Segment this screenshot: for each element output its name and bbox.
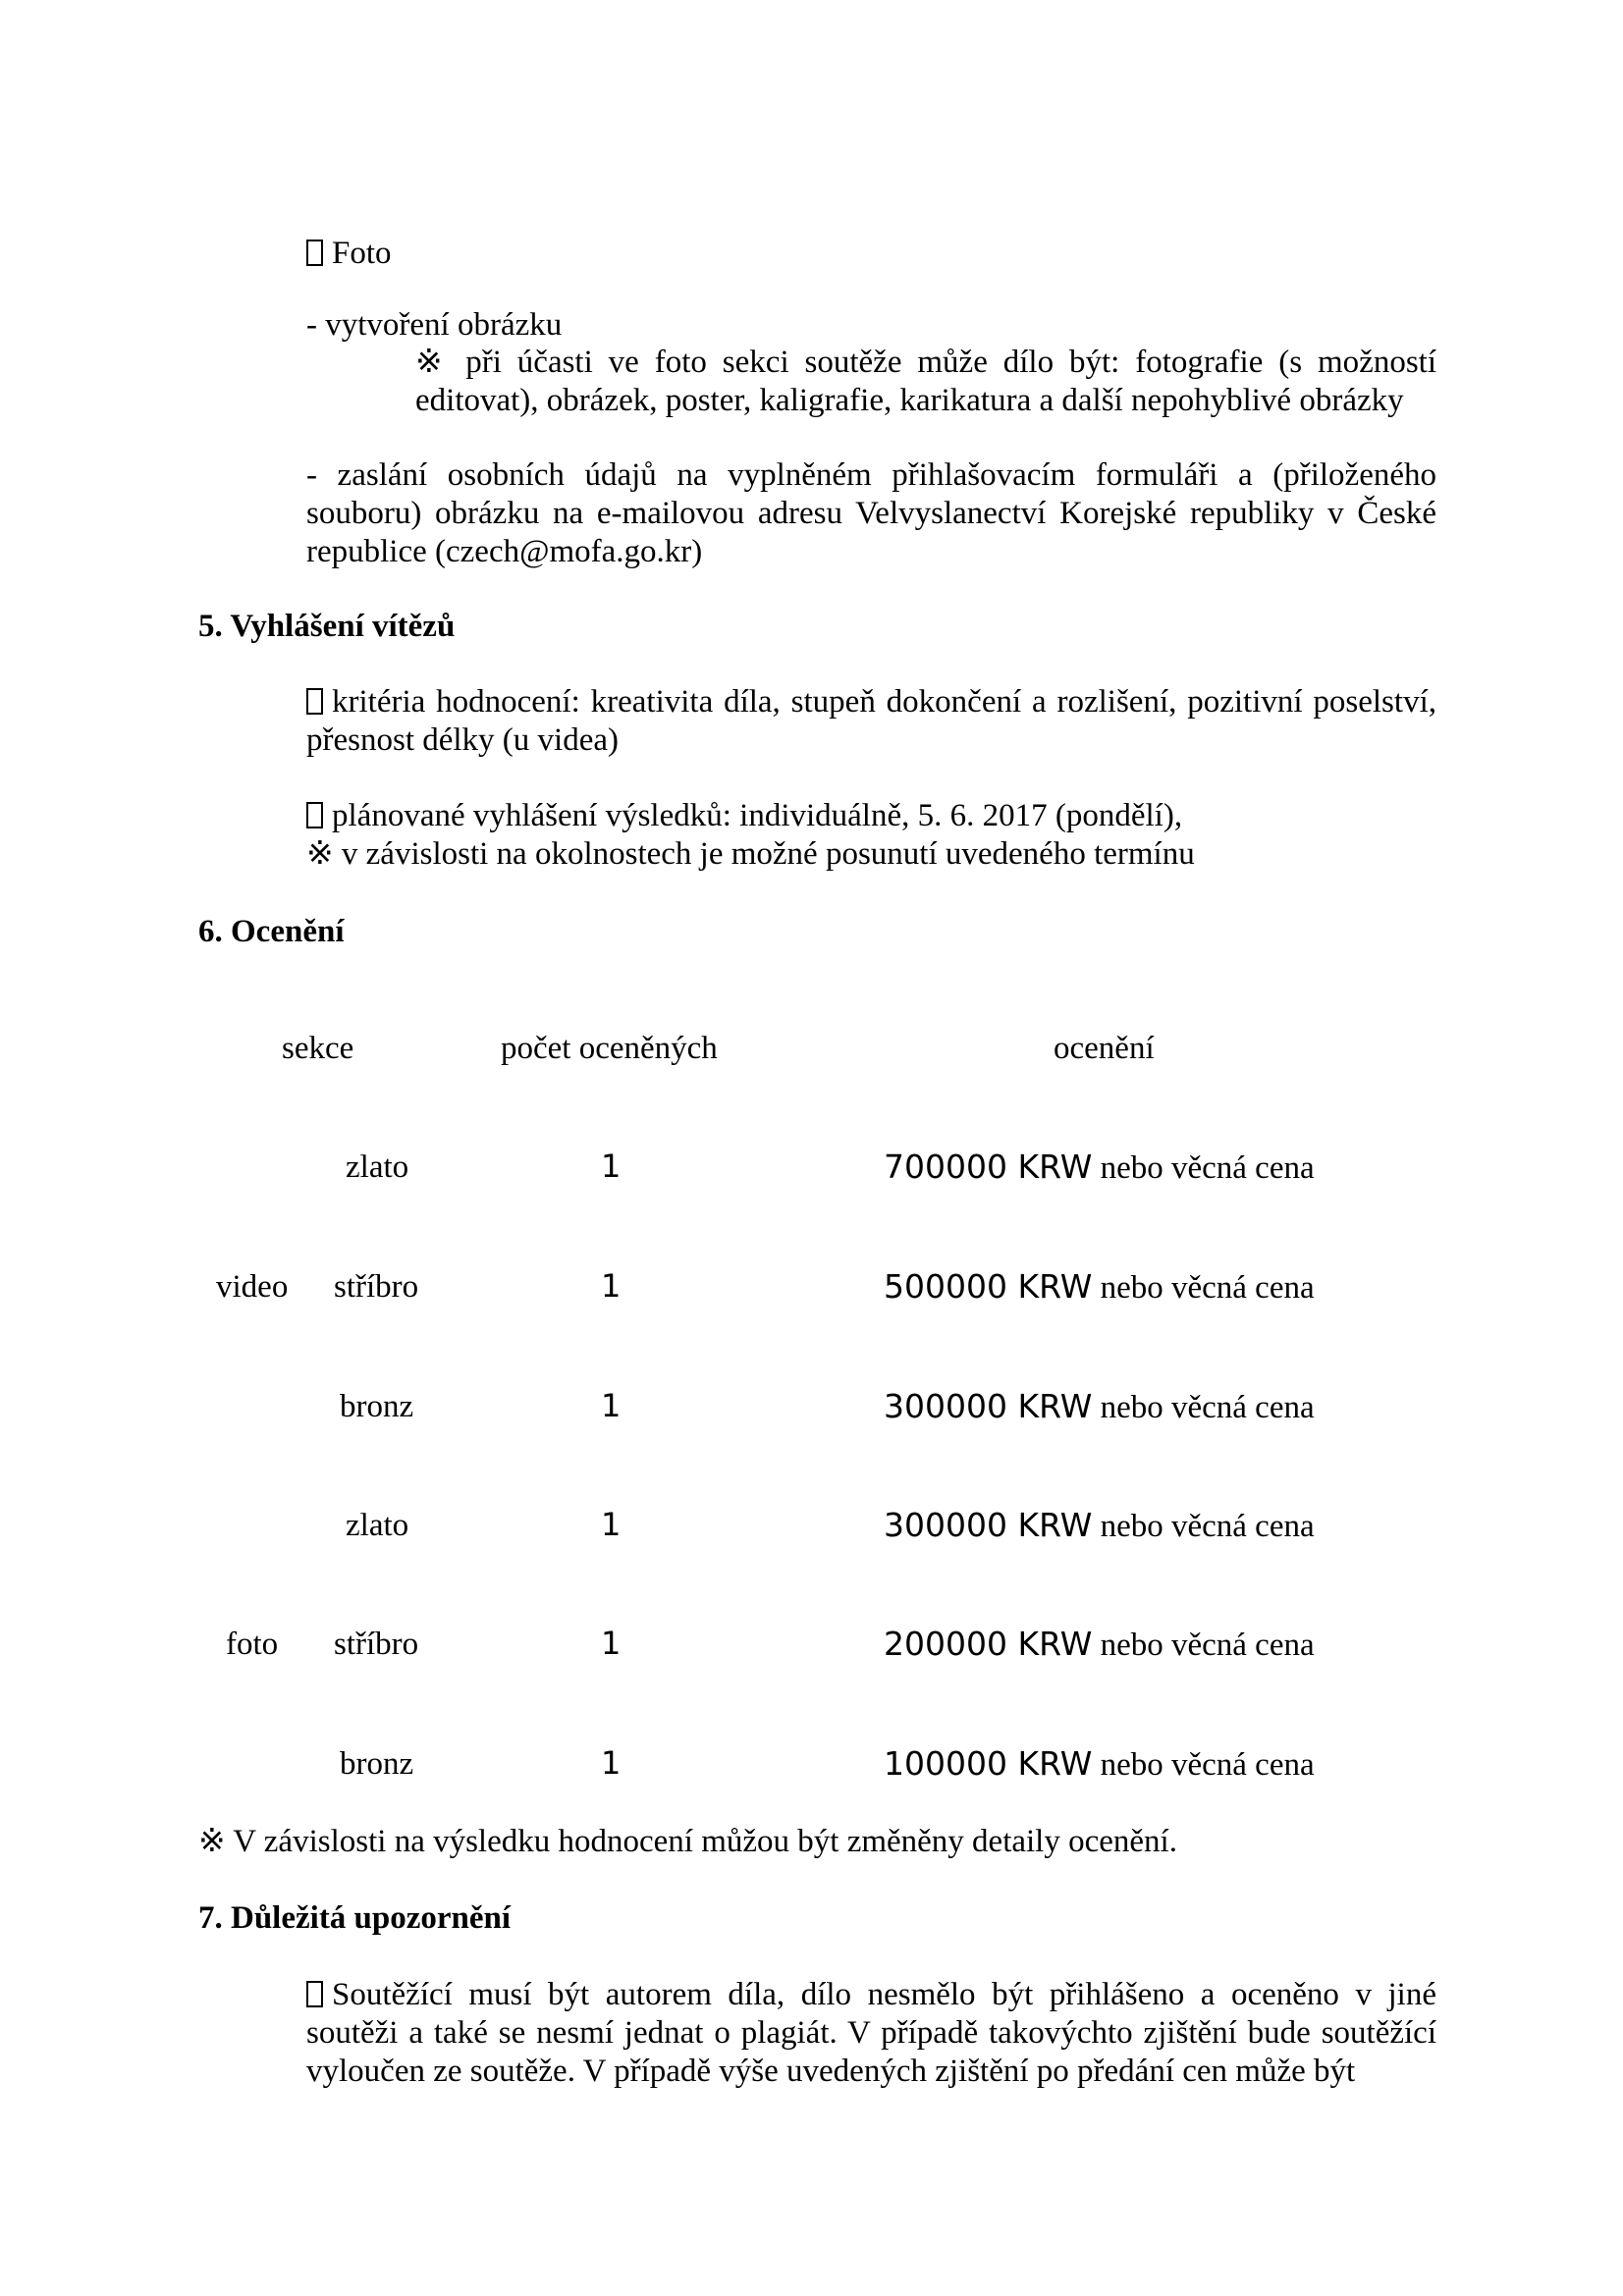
header-count: počet oceněných: [501, 1031, 718, 1066]
award-count: 1: [601, 1387, 622, 1424]
award-level: zlato: [346, 1149, 409, 1185]
award-value: 300000 KRW nebo věcná cena: [884, 1506, 1315, 1544]
checkbox-bullet-icon: [306, 802, 323, 828]
award-value: 500000 KRW nebo věcná cena: [884, 1267, 1315, 1306]
award-count: 1: [601, 1267, 622, 1305]
award-count: 1: [601, 1625, 622, 1662]
announcement-note: ※ v závislosti na okolnostech je možné posunutí uvedeného termínu: [306, 836, 1195, 872]
checkbox-bullet-icon: [306, 240, 323, 266]
criteria-paragraph: kritéria hodnocení: kreativita díla, stupeň dokončení a rozlišení, pozitivní poselství, přesnost délky (u videa): [306, 684, 1436, 758]
award-value: 100000 KRW nebo věcná cena: [884, 1744, 1315, 1783]
submission-paragraph: - zaslání osobních údajů na vyplněném přihlašovacím formuláři a (přiloženého souboru) obrázku na e-mailovou adresu Velvyslanectví Korejské republiky v České republice (czech@mofa.go.kr): [306, 457, 1436, 569]
award-value: 300000 KRW nebo věcná cena: [884, 1387, 1315, 1425]
award-level: bronz: [340, 1746, 414, 1782]
announcement-line: plánované vyhlášení výsledků: individuálně, 5. 6. 2017 (pondělí),: [306, 797, 1182, 835]
award-count: 1: [601, 1506, 622, 1543]
section-7-paragraph: Soutěžící musí být autorem díla, dílo nesmělo být přihlášeno a oceněno v jiné soutěži a také se nesmí jednat o plagiát. V případě takovýchto zjištění bude soutěžící vyloučen ze soutěže. V případě výše uvedených zjištění po předání cen může být: [306, 1977, 1436, 2089]
award-value: 700000 KRW nebo věcná cena: [884, 1148, 1315, 1186]
foto-heading: Foto: [306, 235, 392, 273]
foto-note: ※ při účasti ve foto sekci soutěže může dílo být: fotografie (s možností editovat), obrázek, poster, kaligrafie, karikatura a další nepohyblivé obrázky: [415, 345, 1436, 418]
section-5-title: 5. Vyhlášení vítězů: [198, 609, 456, 644]
award-level: bronz: [340, 1389, 414, 1424]
award-count: 1: [601, 1148, 622, 1185]
award-level: stříbro: [334, 1269, 419, 1305]
checkbox-bullet-icon: [306, 1981, 323, 2007]
group-foto: foto: [226, 1627, 279, 1662]
section-6-title: 6. Ocenění: [198, 914, 345, 949]
header-award: ocenění: [1054, 1031, 1155, 1066]
create-image-line: - vytvoření obrázku: [306, 307, 563, 343]
award-level: zlato: [346, 1508, 409, 1543]
header-sekce: sekce: [282, 1031, 354, 1066]
awards-note: ※ V závislosti na výsledku hodnocení můžou být změněny detaily ocenění.: [198, 1824, 1177, 1859]
award-count: 1: [601, 1744, 622, 1782]
award-value: 200000 KRW nebo věcná cena: [884, 1625, 1315, 1663]
award-level: stříbro: [334, 1627, 419, 1662]
checkbox-bullet-icon: [306, 688, 323, 715]
section-7-title: 7. Důležitá upozornění: [198, 1900, 512, 1936]
group-video: video: [216, 1269, 289, 1305]
